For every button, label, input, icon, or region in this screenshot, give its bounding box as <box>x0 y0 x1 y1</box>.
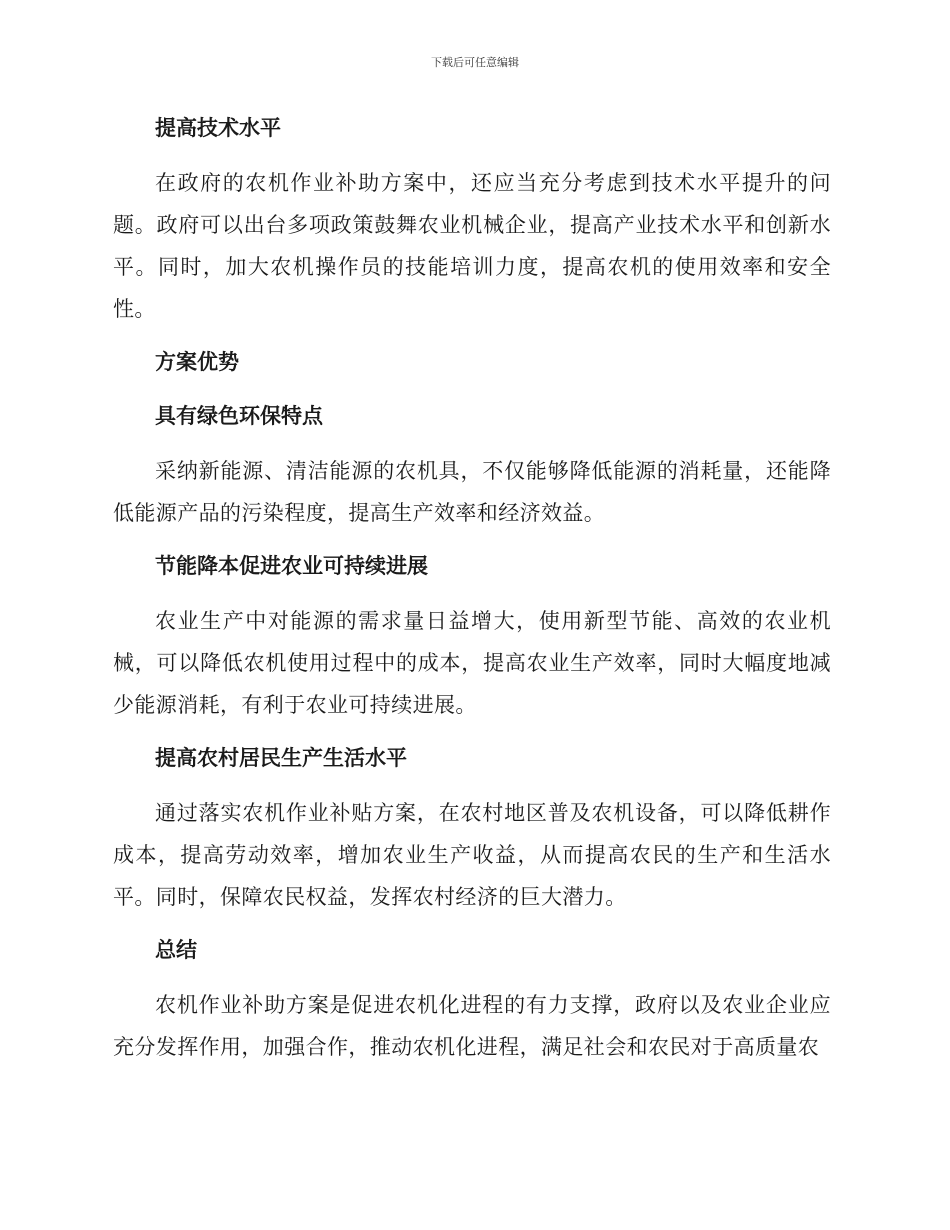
paragraph-tech-level: 在政府的农机作业补助方案中，还应当充分考虑到技术水平提升的问题。政府可以出台多项政策鼓舞农业机械企业，提高产业技术水平和创新水平。同时，加大农机操作员的技能培训力度，提高农机的使用效率和安全性。 <box>113 171 831 321</box>
page-header: 下载后可任意编辑 <box>431 56 519 69</box>
section-heading-advantages: 方案优势 <box>155 350 239 374</box>
section-heading-tech-level: 提高技术水平 <box>155 116 281 140</box>
paragraph-rural-living: 通过落实农机作业补贴方案，在农村地区普及农机设备，可以降低耕作成本，提高劳动效率，增加农业生产收益，从而提高农民的生产和生活水平。同时，保障农民权益，发挥农村经济的巨大潜力。 <box>113 801 831 909</box>
document-body <box>113 108 831 1080</box>
section-heading-green: 具有绿色环保特点 <box>155 404 323 428</box>
paragraph-summary: 农机作业补助方案是促进农机化进程的有力支撑，政府以及农业企业应充分发挥作用，加强合作，推动农机化进程，满足社会和农民对于高质量农 <box>113 993 831 1059</box>
section-heading-energy-saving: 节能降本促进农业可持续进展 <box>155 554 428 578</box>
section-heading-rural-living: 提高农村居民生产生活水平 <box>155 746 407 770</box>
section-heading-summary: 总结 <box>155 938 197 962</box>
paragraph-green: 采纳新能源、清洁能源的农机具，不仅能够降低能源的消耗量，还能降低能源产品的污染程度，提高生产效率和经济效益。 <box>113 459 831 525</box>
paragraph-energy-saving: 农业生产中对能源的需求量日益增大，使用新型节能、高效的农业机械，可以降低农机使用过程中的成本，提高农业生产效率，同时大幅度地减少能源消耗，有利于农业可持续进展。 <box>113 609 831 717</box>
